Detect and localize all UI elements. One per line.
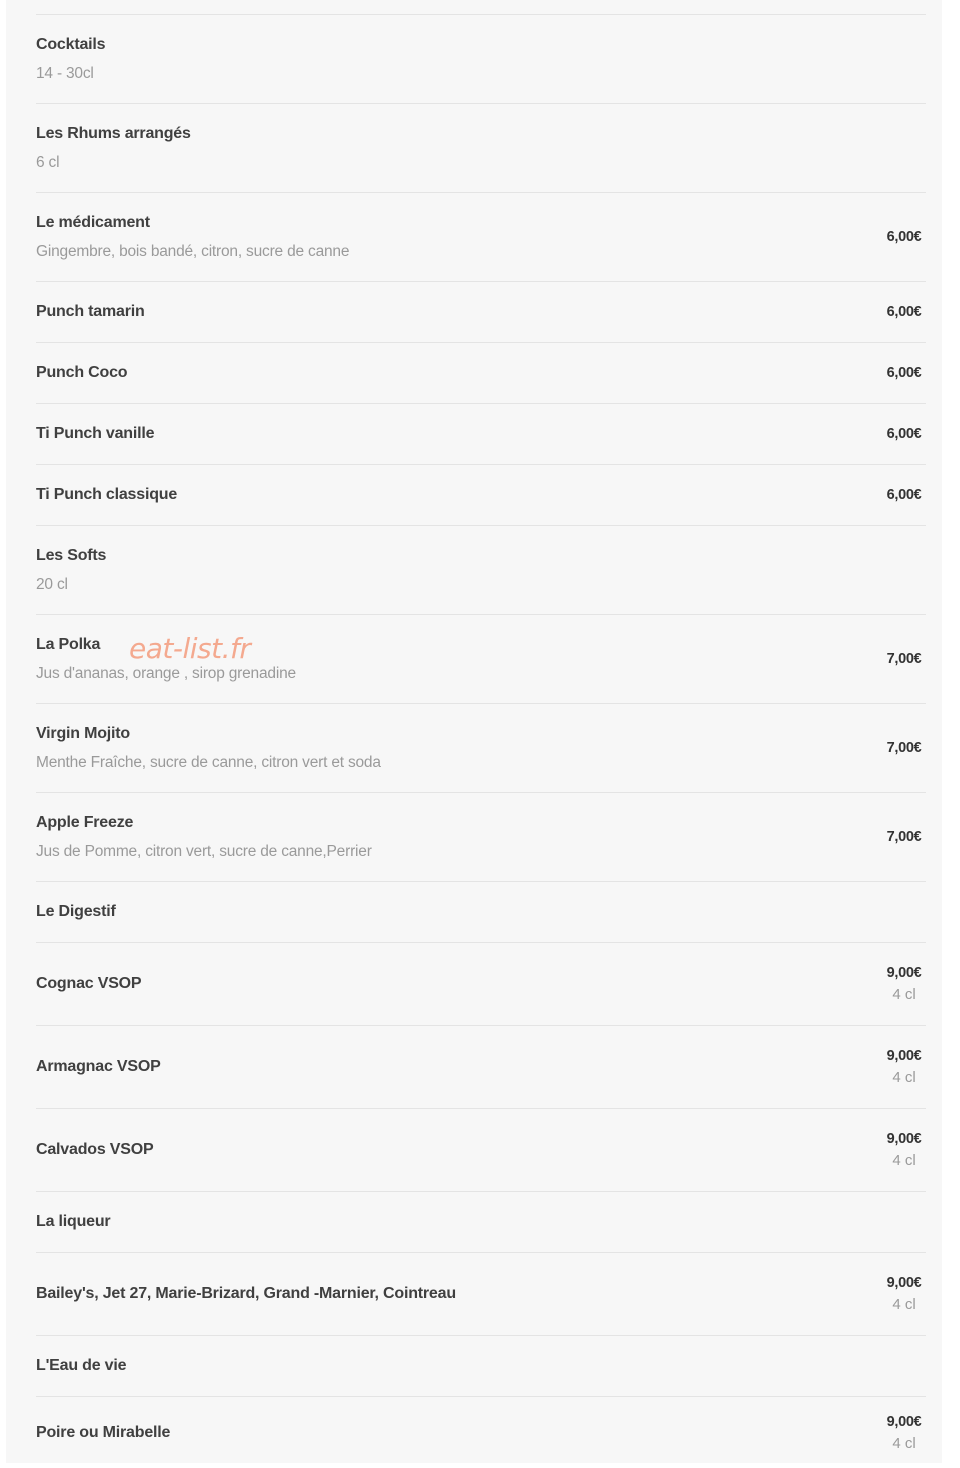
item-name: Poire ou Mirabelle [36, 1423, 171, 1441]
item-name: Armagnac VSOP [36, 1058, 161, 1075]
menu-list [36, 14, 926, 1468]
item-price: 9,00€ [886, 965, 922, 981]
item-name: Le médicament [36, 213, 150, 231]
menu-item [36, 614, 926, 703]
item-price: 7,00€ [886, 651, 922, 667]
item-price: 6,00€ [886, 487, 922, 503]
menu-section-digestif [36, 881, 926, 942]
section-title: Les Softs [36, 546, 107, 564]
item-volume: 4 cl [892, 1296, 916, 1313]
item-price: 6,00€ [886, 304, 922, 320]
menu-item [36, 342, 926, 403]
menu-section-eau-de-vie [36, 1335, 926, 1396]
item-price: 6,00€ [886, 426, 922, 442]
menu-item [36, 1108, 926, 1191]
menu-item [36, 1396, 926, 1468]
item-price: 9,00€ [886, 1275, 922, 1291]
menu-section-softs [36, 525, 926, 614]
item-price: 9,00€ [886, 1131, 922, 1147]
menu-item [36, 192, 926, 281]
menu-section-liqueur [36, 1191, 926, 1252]
section-title: Le Digestif [36, 903, 116, 920]
item-price: 7,00€ [886, 740, 922, 756]
item-volume: 4 cl [892, 1434, 916, 1452]
item-name: La Polka [36, 635, 101, 653]
menu-item [36, 703, 926, 792]
menu-item [36, 281, 926, 342]
menu-item [36, 1025, 926, 1108]
item-name: Punch Coco [36, 364, 128, 381]
item-name: Ti Punch vanille [36, 425, 155, 442]
section-title: L'Eau de vie [36, 1357, 127, 1374]
item-description: Menthe Fraîche, sucre de canne, citron vert et soda [36, 753, 381, 771]
item-name: Cognac VSOP [36, 975, 142, 992]
item-name: Virgin Mojito [36, 724, 130, 742]
item-price: 9,00€ [886, 1048, 922, 1064]
menu-item [36, 1252, 926, 1335]
section-subtitle: 14 - 30cl [36, 64, 94, 82]
item-price: 9,00€ [886, 1413, 922, 1430]
item-price: 7,00€ [886, 829, 922, 845]
item-price: 6,00€ [886, 365, 922, 381]
menu-item [36, 792, 926, 881]
item-name: Punch tamarin [36, 303, 145, 320]
section-subtitle: 20 cl [36, 575, 68, 593]
item-description: Jus de Pomme, citron vert, sucre de canne,Perrier [36, 842, 372, 860]
menu-item [36, 464, 926, 525]
item-name: Ti Punch classique [36, 486, 178, 503]
menu-item [36, 942, 926, 1025]
item-volume: 4 cl [892, 986, 916, 1003]
menu-panel [6, 0, 942, 1463]
item-description: Gingembre, bois bandé, citron, sucre de canne [36, 242, 350, 260]
item-name: Bailey's, Jet 27, Marie-Brizard, Grand -Marnier, Cointreau [36, 1285, 456, 1302]
section-subtitle: 6 cl [36, 153, 60, 171]
item-volume: 4 cl [892, 1069, 916, 1086]
item-name: Apple Freeze [36, 813, 134, 831]
section-title: Cocktails [36, 35, 106, 53]
item-description: Jus d'ananas, orange , sirop grenadine [36, 664, 296, 682]
item-name: Calvados VSOP [36, 1141, 154, 1158]
watermark: eat-list.fr [129, 632, 251, 665]
menu-item [36, 403, 926, 464]
section-title: Les Rhums arrangés [36, 124, 191, 142]
menu-section-rhums-arranges [36, 103, 926, 192]
menu-section-cocktails [36, 14, 926, 103]
item-volume: 4 cl [892, 1152, 916, 1169]
item-price: 6,00€ [886, 229, 922, 245]
section-title: La liqueur [36, 1213, 111, 1230]
